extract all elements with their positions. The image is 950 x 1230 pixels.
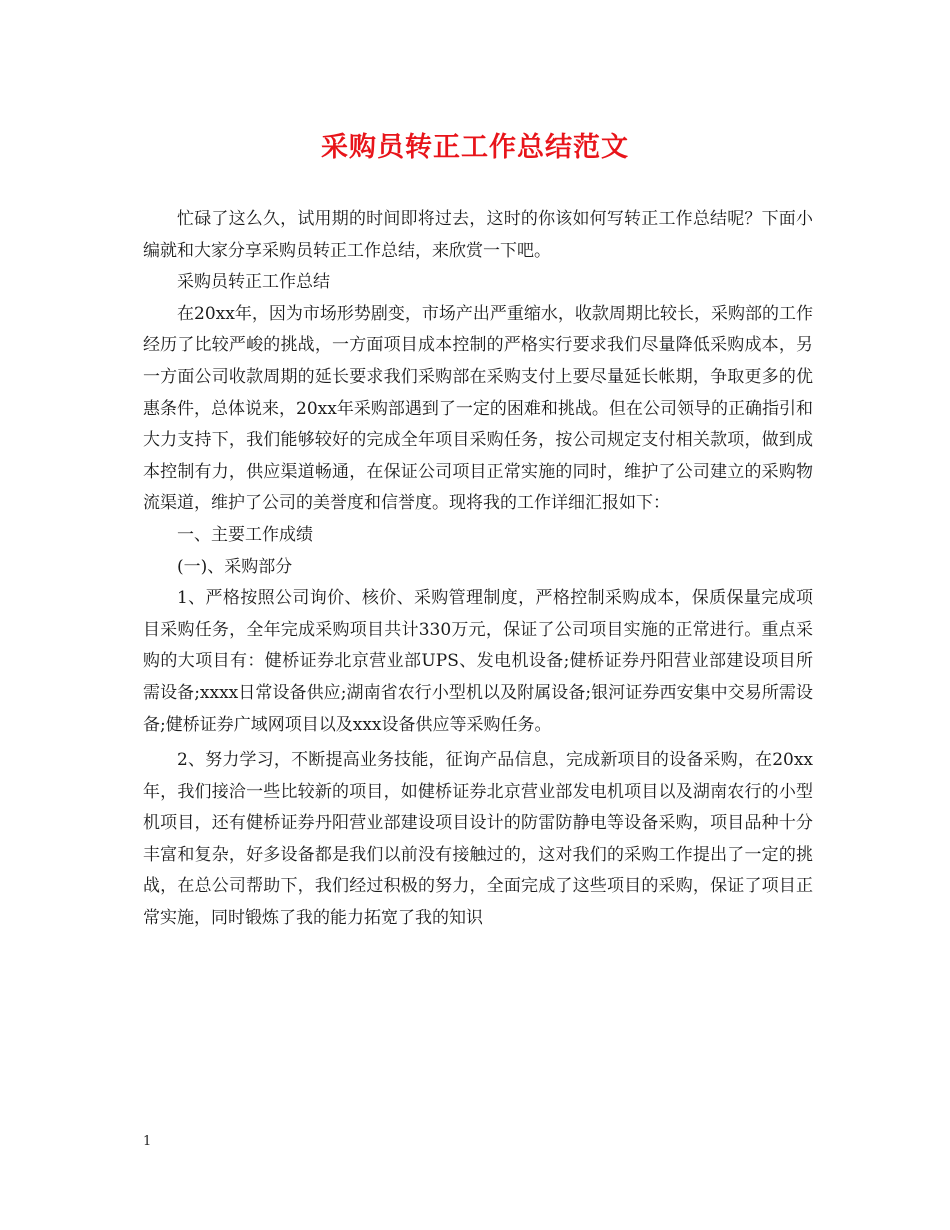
subsection-heading: (一)、采购部分 — [177, 556, 293, 577]
page-number: 1 — [143, 1134, 152, 1149]
document-title: 采购员转正工作总结范文 — [321, 132, 629, 163]
document-body — [143, 204, 813, 935]
section-heading: 一、主要工作成绩 — [177, 524, 313, 545]
overview-paragraph: 在20xx年，因为市场形势剧变，市场产出严重缩水，收款周期比较长，采购部的工作经历了比较严峻的挑战，一方面项目成本控制的严格实行要求我们尽量降低采购成本，另一方面公司收款周期的延长要求我们采购部在采购支付上要尽量延长帐期，争取更多的优惠条件，总体说来，20xx年采购部遇到了一定的困难和挑战。但在公司领导的正确指引和大力支持下，我们能够较好的完成全年项目采购任务，按公司规定支付相关款项，做到成本控制有力，供应渠道畅通，在保证公司项目正常实施的同时，维护了公司建立的采购物流渠道，维护了公司的美誉度和信誉度。现将我的工作详细汇报如下： — [143, 303, 813, 514]
subtitle-paragraph: 采购员转正工作总结 — [177, 272, 330, 293]
intro-paragraph: 忙碌了这么久，试用期的时间即将过去，这时的你该如何写转正工作总结呢？下面小编就和大家分享采购员转正工作总结，来欣赏一下吧。 — [143, 209, 813, 261]
item-one-paragraph: 1、严格按照公司询价、核价、采购管理制度，严格控制采购成本，保质保量完成项目采购任务，全年完成采购项目共计330万元，保证了公司项目实施的正常进行。重点采购的大项目有：健桥证券北京营业部UPS、发电机设备;健桥证券丹阳营业部建设项目所需设备;xxxx日常设备供应;湖南省农行小型机以及附属设备;银河证券西安集中交易所需设备;健桥证券广域网项目以及xxx设备供应等采购任务。 — [143, 588, 813, 735]
item-two-paragraph: 2、努力学习，不断提高业务技能，征询产品信息，完成新项目的设备采购，在20xx年，我们接洽一些比较新的项目，如健桥证券北京营业部发电机项目以及湖南农行的小型机项目，还有健桥证券丹阳营业部建设项目设计的防雷防静电等设备采购，项目品种十分丰富和复杂，好多设备都是我们以前没有接触过的，这对我们的采购工作提出了一定的挑战，在总公司帮助下，我们经过积极的努力，全面完成了这些项目的采购，保证了项目正常实施，同时锻炼了我的能力拓宽了我的知识 — [143, 750, 813, 929]
